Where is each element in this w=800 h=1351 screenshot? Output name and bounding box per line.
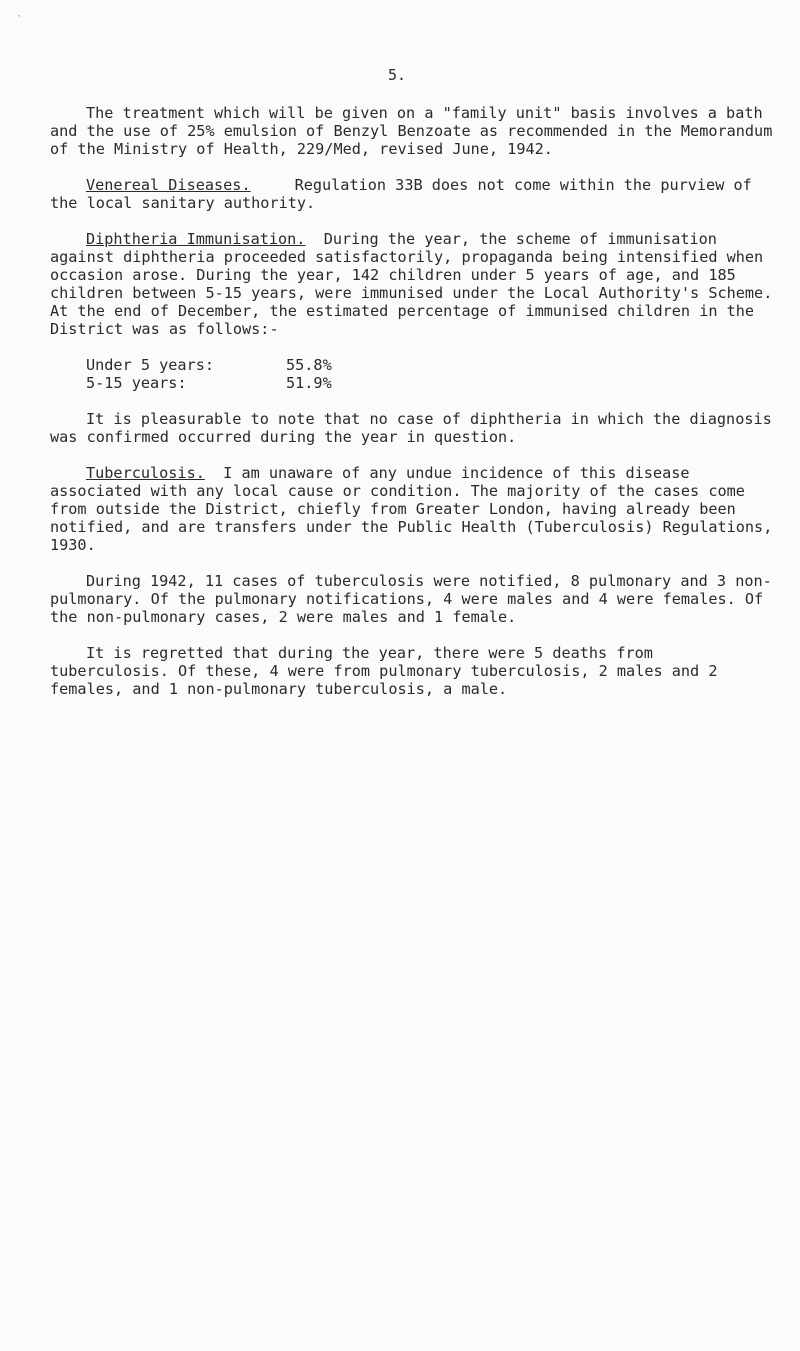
venereal-diseases-heading: Venereal Diseases. [86, 176, 251, 194]
diphtheria-note-text: It is pleasurable to note that no case of diphtheria in which the diagnosis was confirmed occurred during the year in question. [50, 410, 772, 446]
tuberculosis-cases-paragraph [50, 572, 775, 626]
tuberculosis-cases-text: During 1942, 11 cases of tuberculosis were notified, 8 pulmonary and 3 non-pulmonary. Of the pulmonary notifications, 4 were males and 4 were females. Of the non-pulmonary cases, 2 were males and 1 female. [50, 572, 772, 626]
stat-value: 55.8% [286, 356, 332, 374]
tuberculosis-text: I am unaware of any undue incidence of this disease associated with any local cause or condition. The majority of the cases come from outside the District, chiefly from Greater London, having already been notified, and are transfers under the Public Health (Tuberculosis) Regulations, 1930. [50, 464, 773, 554]
stat-value: 51.9% [286, 374, 332, 392]
tuberculosis-deaths-text: It is regretted that during the year, there were 5 deaths from tuberculosis. Of these, 4 were from pulmonary tuberculosis, 2 males and 2 females, and 1 non-pulmonary tuberculosis, a male. [50, 644, 718, 698]
immunisation-percentages [86, 356, 775, 392]
diphtheria-heading: Diphtheria Immunisation. [86, 230, 306, 248]
stat-row [86, 374, 775, 392]
tuberculosis-heading: Tuberculosis. [86, 464, 205, 482]
venereal-diseases-text: Regulation 33B does not come within the purview of the local sanitary authority. [50, 176, 752, 212]
tuberculosis-paragraph [50, 464, 775, 554]
scabies-treatment-paragraph [50, 104, 775, 158]
stat-row [86, 356, 775, 374]
diphtheria-text: During the year, the scheme of immunisation against diphtheria proceeded satisfactorily, propaganda being intensified when occasion arose. During the year, 142 children under 5 years of age, and 185 children between 5-15 years, were immunised under the Local Authority's Scheme. At the end of December, the estimated percentage of immunised children in the District was as follows:- [50, 230, 773, 338]
diphtheria-note-paragraph [50, 410, 775, 446]
page-number: 5. [388, 66, 407, 84]
diphtheria-paragraph [50, 230, 775, 338]
stat-label: 5-15 years: [86, 374, 187, 392]
scan-speck: · [16, 11, 23, 22]
venereal-diseases-paragraph [50, 176, 775, 212]
tuberculosis-deaths-paragraph [50, 644, 775, 698]
stat-label: Under 5 years: [86, 356, 215, 374]
document-body [50, 104, 775, 716]
scabies-treatment-text: The treatment which will be given on a "family unit" basis involves a bath and the use of 25% emulsion of Benzyl Benzoate as recommended in the Memorandum of the Ministry of Health, 229/Med, revised June, 1942. [50, 104, 773, 158]
